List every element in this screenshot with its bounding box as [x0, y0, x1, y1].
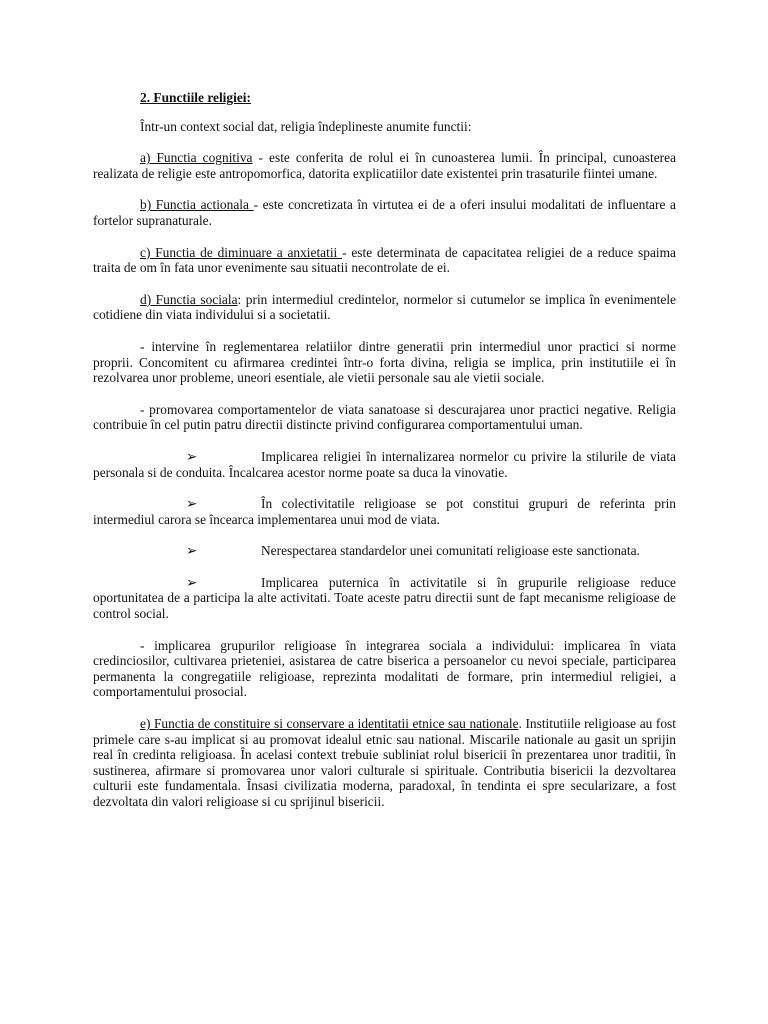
paragraph-healthy-behaviour: - promovarea comportamentelor de viata sanatoase si descurajarea unor practici negative. Religia contribuie în cel putin patru directii distincte privind configurarea comportamentului uman.	[93, 401, 676, 433]
bullet-item	[93, 496, 676, 527]
text-identity-function: . Institutiile religioase au fost primele care s-au implicat si au promovat idealul etnic sau national. Miscarile nationale au gasit un sprijin real în credinta religioasa. În acelasi context trebuie subliniat rolul bisericii în prezentarea unor traditii, în sustinerea, afirmare si promovarea unor valori culturale si spirituale. Contributia bisericii la dezvoltarea culturii este fundamentala. Însasi civilizatia moderna, paradoxal, în tendinta ei spre secularizare, a fost dezvoltata din valori religioase si cu sprijinul bisericii.	[93, 716, 676, 809]
section-heading: 2. Functiile religiei:	[140, 90, 251, 105]
bullet-text: În colectivitatile religioase se pot constitui grupuri de referinta prin intermediul carora se încearca implementarea unui mod de viata.	[93, 496, 676, 527]
intro-paragraph: Într-un context social dat, religia îndeplineste anumite functii:	[140, 118, 472, 134]
bullet-text: Nerespectarea standardelor unei comunitati religioase este sanctionata.	[261, 543, 640, 559]
bullet-text: Implicarea puternica în activitatile si în grupurile religioase reduce oportunitatea de a participa la alte activitati. Toate aceste patru directii sunt de fapt mecanisme religioase de control social.	[93, 574, 676, 622]
bullet-text: Implicarea religiei în internalizarea normelor cu privire la stilurile de viata personala si de conduita. Încalcarea acestor norme poate sa duca la vinovatie.	[93, 448, 676, 480]
arrow-bullet-icon: ➢	[186, 496, 198, 512]
paragraph-cognitive-function	[93, 150, 676, 181]
document-body	[93, 90, 676, 826]
label-social-function: d) Functia sociala	[140, 291, 238, 307]
label-anxiety-function: c) Functia de diminuare a anxietatii	[140, 244, 343, 260]
paragraph-anxiety-function	[93, 245, 676, 276]
arrow-bullet-icon: ➢	[186, 574, 198, 590]
arrow-bullet-icon: ➢	[186, 543, 198, 559]
label-cognitive-function: a) Functia cognitiva	[140, 150, 253, 166]
paragraph-identity-function	[93, 716, 676, 810]
arrow-bullet-icon: ➢	[186, 448, 198, 464]
paragraph-generations: - intervine în reglementarea relatiilor dintre generatii prin intermediul unor practici si norme proprii. Concomitent cu afirmarea credintei într-o forta divina, religia se implica, prin institutiile ei în rezolvarea unor probleme, uneori esentiale, ale vietii personale sau ale vietii sociale.	[93, 338, 676, 386]
bullet-item	[93, 543, 676, 559]
text-anxiety-function: - este determinata de capacitatea religiei de a reduce spaima traita de om în fata unor evenimente sau situatii necontrolate de ei.	[93, 244, 676, 276]
text-cognitive-function: - este conferita de rolul ei în cunoasterea lumii. În principal, cunoasterea realizata de religie este antropomorfica, datorita explicatiilor date existentei prin trasaturile fiintei umane.	[93, 150, 677, 181]
text-action-function: - este concretizata în virtutea ei de a oferi insului modalitati de influentare a fortelor supranaturale.	[93, 197, 676, 228]
label-action-function: b) Functia actionala	[140, 197, 254, 213]
label-identity-function: e) Functia de constituire si conservare a identitatii etnice sau nationale	[140, 716, 519, 732]
paragraph-social-integration: - implicarea grupurilor religioase în integrarea sociala a individului: implicarea în viata credinciosilor, cultivarea prieteniei, asistarea de catre biserica a persoanelor cu nevoi speciale, participarea permanenta la congregatiile religioase, reprezinta modalitati de formare, prin intermediul religiei, a comportamentului prosocial.	[93, 637, 676, 700]
bullet-item	[93, 575, 676, 622]
bullet-item	[93, 449, 676, 480]
text-social-function: : prin intermediul credintelor, normelor si cutumelor se implica în evenimentele cotidiene din viata individului si a societatii.	[93, 291, 676, 323]
paragraph-social-function	[93, 292, 676, 323]
paragraph-action-function	[93, 197, 676, 228]
